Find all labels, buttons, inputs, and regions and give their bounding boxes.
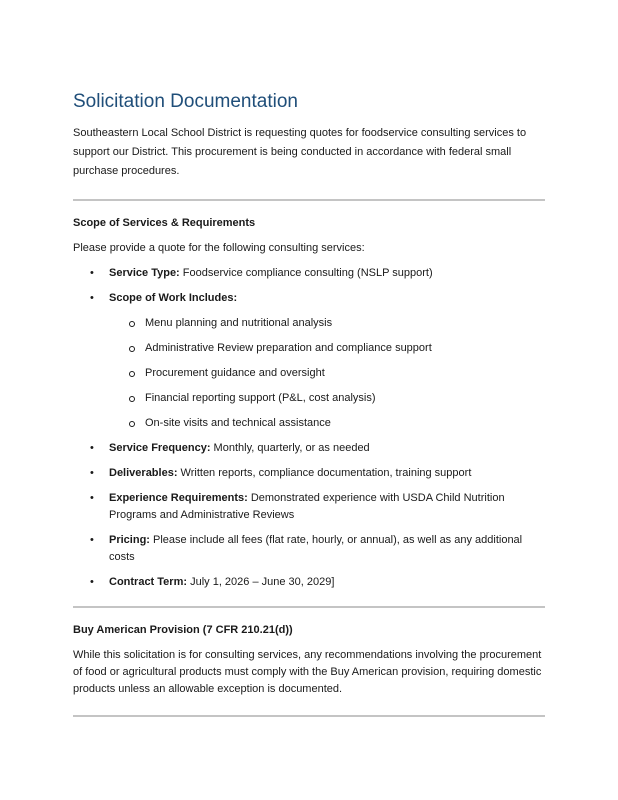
item-text: Demonstrated experience with USDA Child Nutrition Programs and Administrative Reviews	[109, 492, 505, 521]
list-item-contract-term	[73, 574, 545, 591]
item-text: July 1, 2026 – June 30, 2029]	[187, 576, 335, 588]
scope-heading: Scope of Services & Requirements	[73, 217, 256, 229]
sub-list-item: Procurement guidance and oversight	[73, 365, 545, 382]
item-label: Contract Term:	[109, 576, 188, 588]
sub-list-item: Administrative Review preparation and compliance support	[73, 340, 545, 357]
item-text: Written reports, compliance documentation, training support	[177, 467, 472, 479]
item-label: Deliverables:	[109, 467, 178, 479]
section-divider	[73, 715, 545, 717]
section-divider	[73, 199, 545, 201]
buy-american-body: While this solicitation is for consulting services, any recommendations involving the procurement of food or agricultural products must comply with the Buy American provision, requiring domestic products unless an allowable exception is documented.	[73, 649, 542, 695]
document-content	[73, 89, 545, 717]
scope-lead: Please provide a quote for the following consulting services:	[73, 242, 365, 254]
section-divider	[73, 606, 545, 608]
list-item-experience	[73, 490, 545, 524]
item-text: Monthly, quarterly, or as needed	[210, 442, 370, 454]
sub-list-item: Financial reporting support (P&L, cost analysis)	[73, 390, 545, 407]
item-text: Foodservice compliance consulting (NSLP support)	[179, 267, 433, 279]
list-item-service-type	[73, 265, 545, 282]
scope-of-work-sublist	[73, 315, 545, 432]
list-item-service-frequency	[73, 440, 545, 457]
item-text: Please include all fees (flat rate, hourly, or annual), as well as any additional costs	[109, 534, 523, 563]
item-label: Service Frequency:	[109, 442, 211, 454]
item-label: Experience Requirements:	[109, 492, 248, 504]
sub-list-item: Menu planning and nutritional analysis	[73, 315, 545, 332]
intro-paragraph: Southeastern Local School District is requesting quotes for foodservice consulting services to support our District. This procurement is being conducted in accordance with federal small purchase procedures.	[73, 127, 527, 177]
list-item-pricing	[73, 532, 545, 566]
sub-list-item: On-site visits and technical assistance	[73, 415, 545, 432]
buy-american-heading: Buy American Provision (7 CFR 210.21(d))	[73, 624, 293, 636]
item-label: Scope of Work Includes:	[109, 292, 238, 304]
item-label: Pricing:	[109, 534, 150, 546]
list-item-deliverables	[73, 465, 545, 482]
item-label: Service Type:	[109, 267, 180, 279]
document-title: Solicitation Documentation	[73, 91, 298, 112]
list-item-scope-of-work	[73, 290, 545, 432]
scope-list	[73, 265, 545, 591]
